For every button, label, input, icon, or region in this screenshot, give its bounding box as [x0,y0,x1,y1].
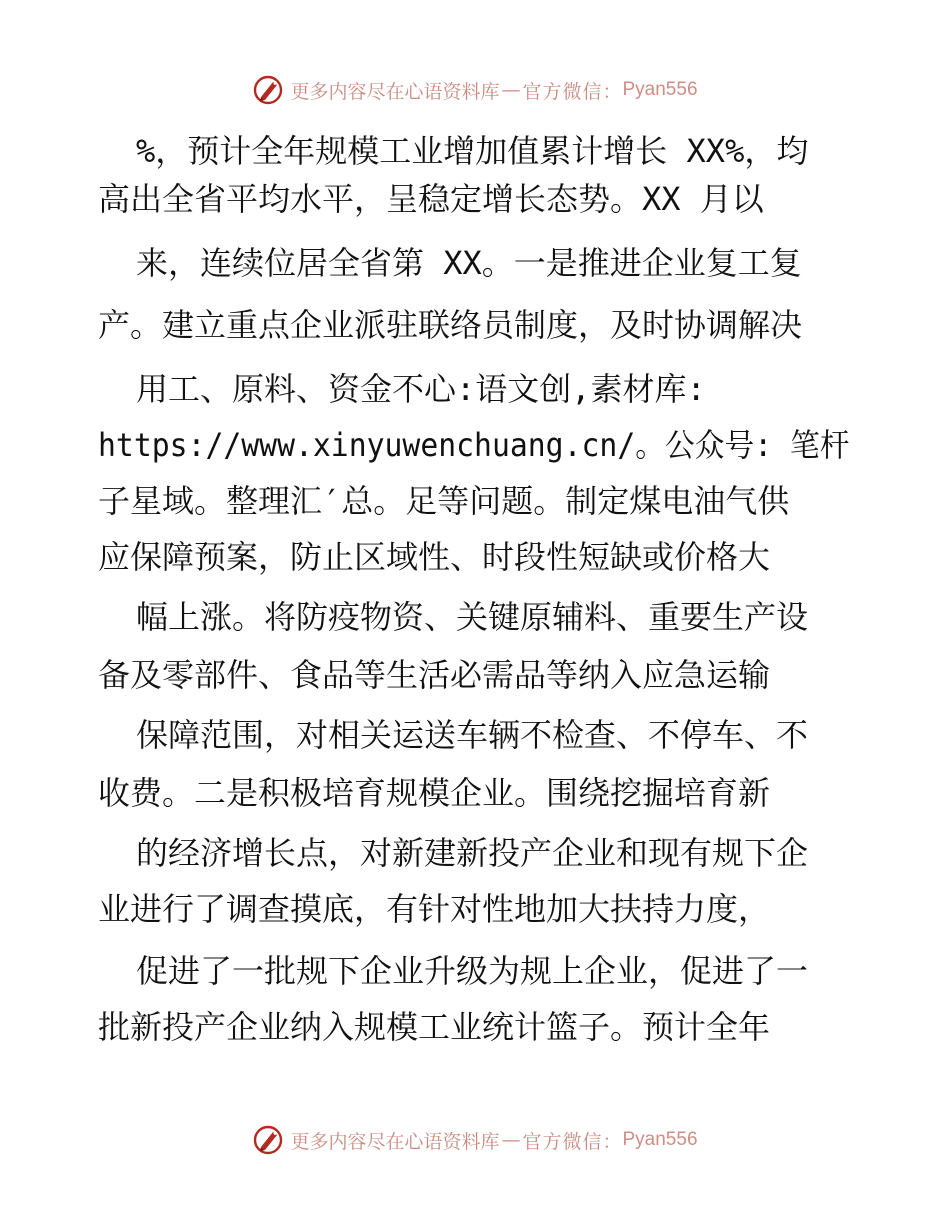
text-line: 业进行了调查摸底，有针对性地加大扶持力度， [98,890,771,928]
header-wechat-id: Pyan556 [622,79,698,100]
footer-site-text: 更多内容尽在心语资料库 [290,1130,500,1153]
header-banner [0,70,950,110]
footer-banner [0,1120,950,1160]
text-line: https://www.xinyuwenchuang.cn/。公众号: 笔杆 [98,426,850,464]
pen-logo-icon [252,74,284,106]
header-site-text: 更多内容尽在心语资料库 [290,80,500,103]
text-line: 子星域。整理汇′总。足等问题。制定煤电油气供 [98,482,790,520]
footer-wechat-label: 官方微信： [522,1130,623,1153]
text-line: 保障范围，对相关运送车辆不检查、不停车、不 [136,716,809,754]
text-line: 高出全省平均水平，呈稳定增长态势。XX 月以 [98,180,764,218]
footer-wechat-id: Pyan556 [622,1129,698,1150]
pen-logo-icon [252,1124,284,1156]
text-line: 备及零部件、食品等生活必需品等纳入应急运输 [98,656,771,694]
text-line: 的经济增长点，对新建新投产企业和现有规下企 [136,834,809,872]
text-line: 批新投产企业纳入规模工业统计篮子。预计全年 [98,1008,771,1046]
text-line: 促进了一批规下企业升级为规上企业，促进了一 [136,952,809,990]
header-separator: — [501,79,521,101]
text-line: 幅上涨。将防疫物资、关键原辅料、重要生产设 [136,598,809,636]
footer-separator: — [501,1129,521,1151]
text-line: 产。建立重点企业派驻联络员制度，及时协调解决 [98,306,803,344]
text-line: 用工、原料、资金不心:语文创,素材库: [136,370,706,408]
text-line: 应保障预案，防止区域性、时段性短缺或价格大 [98,538,771,576]
text-line: %，预计全年规模工业增加值累计增长 XX%，均 [136,132,809,170]
header-wechat-label: 官方微信： [522,80,623,103]
text-line: 收费。二是积极培育规模企业。围绕挖掘培育新 [98,774,771,812]
text-line: 来，连续位居全省第 XX。一是推进企业复工复 [136,244,802,282]
